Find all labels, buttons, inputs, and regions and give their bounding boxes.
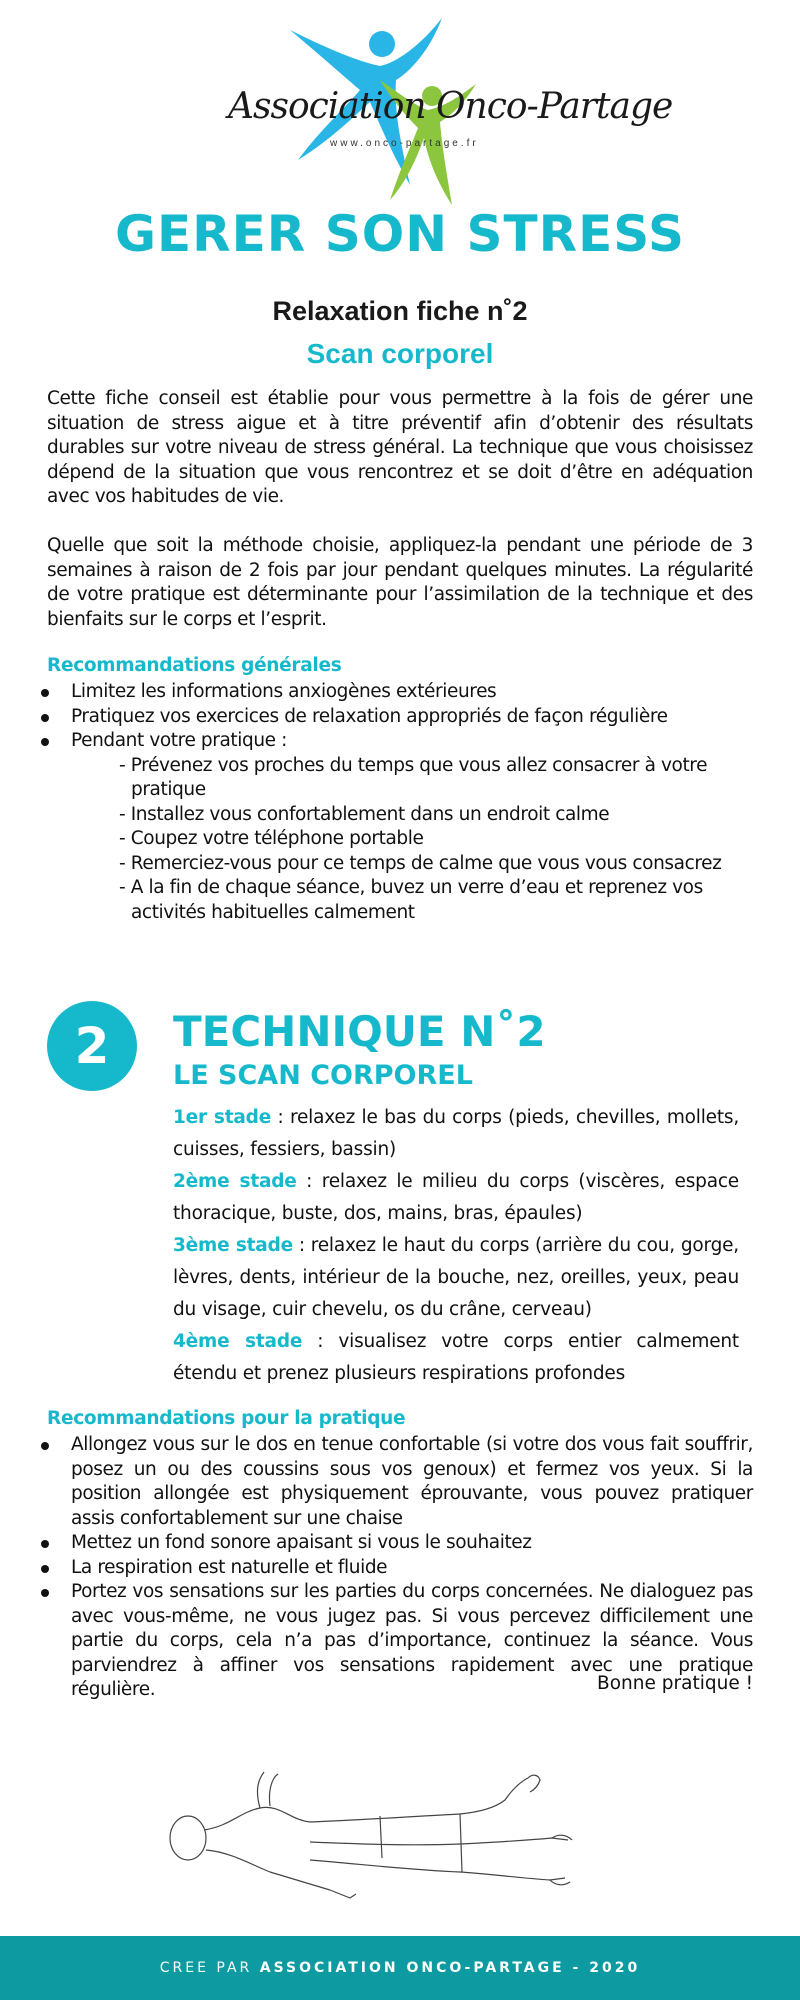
intro-paragraph-1: Cette fiche conseil est établie pour vous permettre à la fois de gérer une situation de stress aigue et à titre préventif afin d’obtenir des résultats durables sur votre niveau de stress général. La technique que vous choisissez dépend de la situation que vous rencontrez et se doit d’être en adéquation avec vos habitudes de vie. [47, 388, 753, 507]
list-item [47, 729, 753, 925]
footer-prefix: CREE PAR [159, 1960, 260, 1976]
logo-url: www.onco-partage.fr [330, 138, 479, 149]
technique-number-badge: 2 [47, 1001, 137, 1091]
stage-separator: : [271, 1107, 290, 1128]
stage-item [173, 1102, 739, 1166]
footer-org: ASSOCIATION ONCO-PARTAGE - 2020 [259, 1960, 641, 1976]
general-recommendations-list [47, 680, 753, 925]
stage-label: 4ème stade [173, 1331, 303, 1352]
page-footer [0, 1936, 800, 2000]
list-item: Limitez les informations anxiogènes extérieures [47, 680, 753, 705]
stage-item [173, 1326, 739, 1390]
page-title: GERER SON STRESS [114, 205, 686, 263]
stage-item [173, 1230, 739, 1326]
stage-text: relaxez le milieu du corps (viscères, espace thoracique, buste, dos, mains, bras, épaules) [173, 1171, 739, 1224]
sub-item: - Prévenez vos proches du temps que vous allez consacrer à votre pratique [119, 754, 708, 800]
technique-title: TECHNIQUE N˚2 [173, 1007, 546, 1056]
sheet-subtitle: Relaxation fiche n˚2 [272, 296, 528, 326]
logo-text: Association Onco-Partage [228, 86, 673, 127]
stage-separator: : [302, 1331, 339, 1352]
intro-paragraph-2: Quelle que soit la méthode choisie, appliquez-la pendant une période de 3 semaines à raison de 2 fois par jour pendant quelques minutes. La régularité de votre pratique est déterminante pour l’assimilation de la technique et des bienfaits sur le corps et l’esprit. [47, 535, 753, 630]
list-item: Pratiquez vos exercices de relaxation appropriés de façon régulière [47, 705, 753, 730]
list-item: Mettez un fond sonore apaisant si vous le souhaitez [47, 1531, 753, 1556]
sub-item: - A la fin de chaque séance, buvez un verre d’eau et reprenez vos activités habituelles calmement [119, 877, 703, 923]
sub-item: - Coupez votre téléphone portable [119, 828, 424, 849]
stage-text: visualisez votre corps entier calmement étendu et prenez plusieurs respirations profondes [173, 1331, 739, 1384]
stage-label: 1er stade [173, 1107, 272, 1128]
stage-text: relaxez le haut du corps (arrière du cou, gorge, lèvres, dents, intérieur de la bouche, nez, oreilles, yeux, peau du visage, cuir chevelu, os du crâne, cerveau) [173, 1235, 739, 1320]
technique-subtitle: LE SCAN CORPOREL [173, 1060, 473, 1091]
list-item: Allongez vous sur le dos en tenue confortable (si votre dos vous fait souffrir, posez un ou des coussins sous vos genoux) et fermez vos yeux. Si la position allongée est physiquement éprouvante, vous pouvez pratiquer assis confortablement sur une chaise [47, 1433, 753, 1531]
stage-separator: : [292, 1235, 311, 1256]
stages-list [173, 1102, 739, 1390]
stage-label: 2ème stade [173, 1171, 297, 1192]
practice-recommendations-heading: Recommandations pour la pratique [47, 1408, 406, 1429]
list-item-label: Pendant votre pratique : [71, 730, 287, 751]
stage-text: relaxez le bas du corps (pieds, chevilles, mollets, cuisses, fessiers, bassin) [173, 1107, 740, 1160]
practice-recommendations-list [47, 1433, 753, 1703]
sub-item: - Remerciez-vous pour ce temps de calme que vous vous consacrez [119, 852, 722, 874]
general-recommendations-heading: Recommandations générales [47, 655, 342, 676]
sheet-topic: Scan corporel [306, 338, 494, 369]
stage-separator: : [296, 1171, 322, 1192]
association-logo [220, 10, 673, 210]
stage-label: 3ème stade [173, 1235, 293, 1256]
sub-item: - Installez vous confortablement dans un endroit calme [119, 803, 610, 825]
stage-item [173, 1166, 739, 1230]
closing-text: Bonne pratique ! [597, 1673, 753, 1694]
lying-person-illustration [160, 1760, 580, 1910]
lying-person-icon [160, 1760, 580, 1910]
list-item: La respiration est naturelle et fluide [47, 1556, 753, 1581]
list-item: Portez vos sensations sur les parties du corps concernées. Ne dialoguez pas avec vous-même, ne vous jugez pas. Si vous percevez difficilement une partie du corps, cela n’a pas d’importance, continuez la séance. Vous parviendrez à affiner vos sensations rapidement avec une pratique régulière. [47, 1580, 753, 1703]
